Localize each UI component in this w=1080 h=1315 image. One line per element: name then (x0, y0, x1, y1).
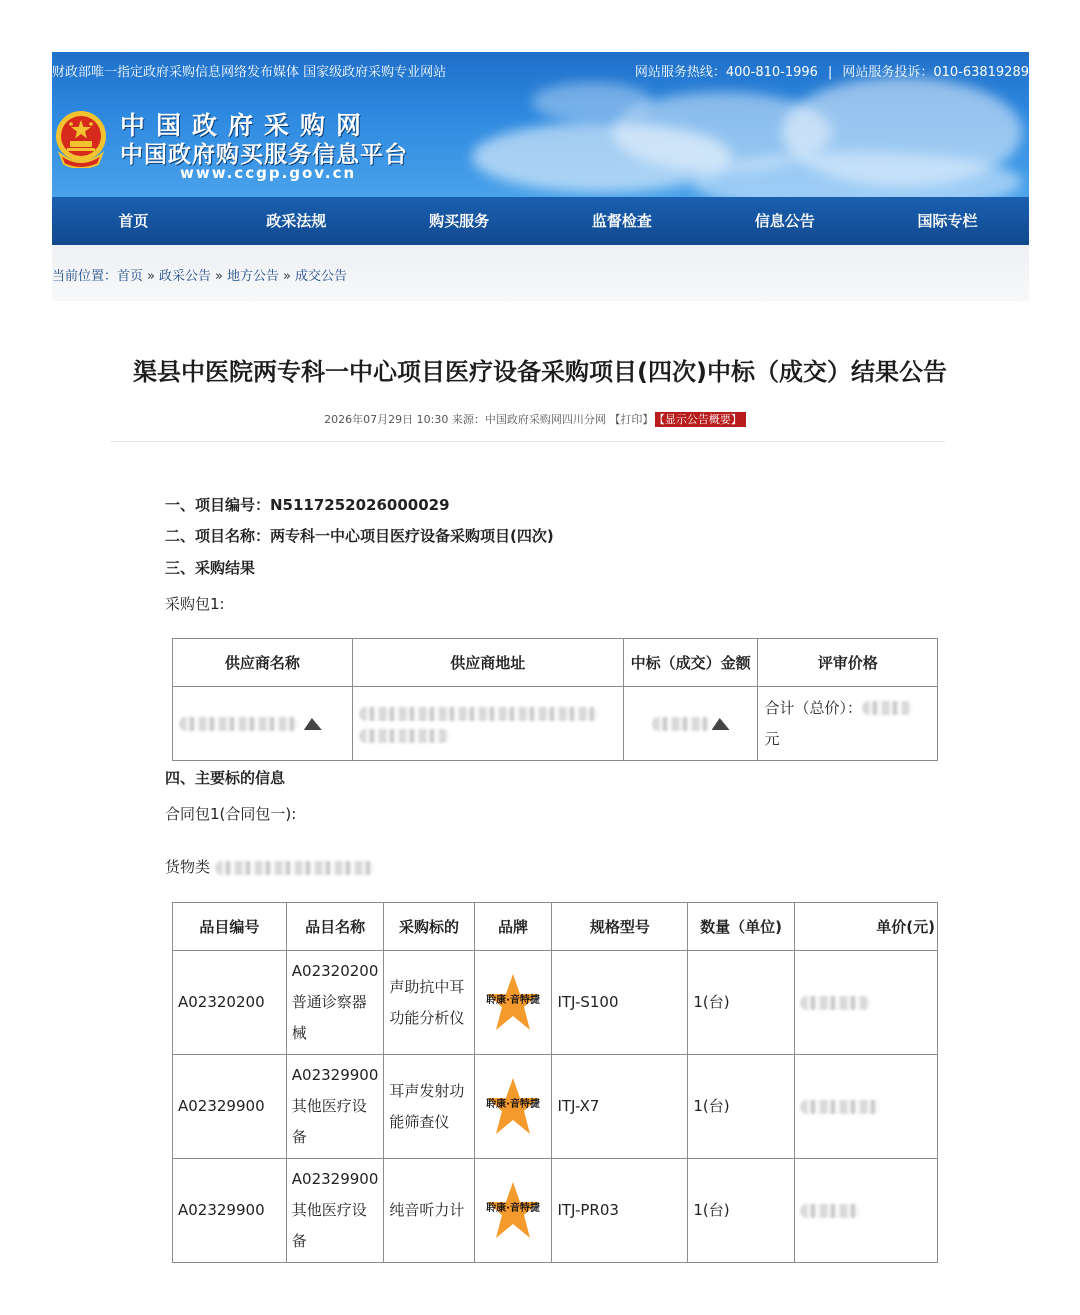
col-review-price: 评审价格 (758, 639, 938, 687)
main-nav (52, 197, 1029, 245)
col-item-code: 品目编号 (173, 903, 287, 951)
col-supplier-address: 供应商地址 (352, 639, 623, 687)
breadcrumb-deal[interactable]: 成交公告 (294, 269, 347, 284)
goods-category (165, 856, 375, 877)
item-unit-price-redacted (794, 1055, 937, 1159)
section-main-items: 四、主要标的信息 (165, 769, 286, 787)
col-target: 采购标的 (384, 903, 474, 951)
package-label: 采购包1: (165, 595, 225, 613)
breadcrumb-home[interactable]: 首页 (117, 269, 144, 284)
item-brand: 聆康·音特捷 (474, 1159, 552, 1263)
item-name: A02329900 其他医疗设 备 (286, 1055, 384, 1159)
item-target: 纯音听力计 (384, 1159, 474, 1263)
site-url: www.ccgp.gov.cn (180, 164, 357, 182)
item-quantity: 1(台) (688, 1159, 794, 1263)
nav-purchase-services[interactable]: 购买服务 (429, 212, 490, 230)
nav-regulations[interactable]: 政采法规 (266, 212, 327, 230)
col-unit-price: 单价(元) (794, 903, 937, 951)
col-model: 规格型号 (552, 903, 688, 951)
breadcrumb-arrow: » (283, 269, 291, 284)
project-number: 一、项目编号：N5117252026000029 (165, 496, 450, 514)
items-table (172, 902, 938, 1263)
breadcrumb-arrow: » (215, 269, 223, 284)
site-title: 中国政府采购网 (120, 111, 373, 140)
item-code: A02329900 (173, 1055, 287, 1159)
col-quantity: 数量（单位) (688, 903, 794, 951)
price-label: 合计（总价）： (764, 698, 862, 717)
review-price (758, 687, 938, 761)
col-item-name: 品目名称 (286, 903, 384, 951)
national-emblem-icon (54, 110, 108, 168)
item-name: A02329900 其他医疗设 备 (286, 1159, 384, 1263)
item-quantity: 1(台) (688, 1055, 794, 1159)
col-supplier-name: 供应商名称 (173, 639, 353, 687)
breadcrumb-local[interactable]: 地方公告 (226, 269, 279, 284)
nav-international[interactable]: 国际专栏 (917, 212, 978, 230)
service-hotline: 网站服务热线：400-810-1996 (634, 65, 818, 80)
service-complaint: 网站服务投诉：010-63819289 (842, 65, 1029, 80)
item-code: A02320200 (173, 951, 287, 1055)
top-bar (52, 58, 1029, 78)
item-model: ITJ-PR03 (552, 1159, 688, 1263)
item-quantity: 1(台) (688, 951, 794, 1055)
project-name: 二、项目名称：两专科一中心项目医疗设备采购项目(四次) (165, 527, 554, 545)
col-award-amount: 中标（成交）金额 (623, 639, 758, 687)
item-model: ITJ-S100 (552, 951, 688, 1055)
banner (52, 52, 1029, 197)
item-brand: 聆康·音特捷 (474, 951, 552, 1055)
table-row (173, 1159, 938, 1263)
article-meta (0, 411, 1070, 427)
section-result: 三、采购结果 (165, 559, 256, 577)
table-row (173, 951, 938, 1055)
top-bar-separator: | (827, 65, 833, 80)
supplier-name-redacted (173, 687, 353, 761)
supplier-address-redacted (352, 687, 623, 761)
table-row (173, 1055, 938, 1159)
site-header (52, 52, 1029, 301)
breadcrumb (52, 245, 1029, 301)
item-code: A02329900 (173, 1159, 287, 1263)
col-brand: 品牌 (474, 903, 552, 951)
breadcrumb-prefix: 当前位置： (52, 269, 118, 284)
top-bar-slogan: 财政部唯一指定政府采购信息网络发布媒体 国家级政府采购专业网站 (52, 65, 447, 80)
article-meta-text: 2026年07月29日 10:30 来源：中国政府采购网四川分网 【打印】 (324, 413, 654, 426)
result-table (172, 638, 938, 761)
table-header-row (173, 639, 938, 687)
item-name: A02320200 普通诊察器 械 (286, 951, 384, 1055)
item-unit-price-redacted (794, 1159, 937, 1263)
nav-announcements[interactable]: 信息公告 (754, 212, 815, 230)
table-header-row (173, 903, 938, 951)
table-row (173, 687, 938, 761)
contract-package-label: 合同包1(合同包一): (165, 805, 297, 823)
breadcrumb-arrow: » (147, 269, 155, 284)
nav-supervision[interactable]: 监督检查 (591, 212, 652, 230)
item-unit-price-redacted (794, 951, 937, 1055)
item-target: 声助抗中耳 功能分析仪 (384, 951, 474, 1055)
top-bar-contacts (635, 61, 1029, 80)
item-target: 耳声发射功 能筛查仪 (384, 1055, 474, 1159)
divider (110, 441, 945, 442)
article-title: 渠县中医院两专科一中心项目医疗设备采购项目(四次)中标（成交）结果公告 (133, 358, 947, 386)
breadcrumb-gov-procurement[interactable]: 政采公告 (159, 269, 212, 284)
show-summary-button[interactable]: 【显示公告概要】 (655, 412, 746, 427)
price-unit: 元 (764, 729, 780, 748)
award-amount-redacted (623, 687, 758, 761)
item-model: ITJ-X7 (552, 1055, 688, 1159)
nav-home[interactable]: 首页 (118, 212, 149, 230)
item-brand: 聆康·音特捷 (474, 1055, 552, 1159)
goods-label: 货物类 (165, 858, 211, 876)
site-subtitle: 中国政府购买服务信息平台 (120, 142, 408, 168)
